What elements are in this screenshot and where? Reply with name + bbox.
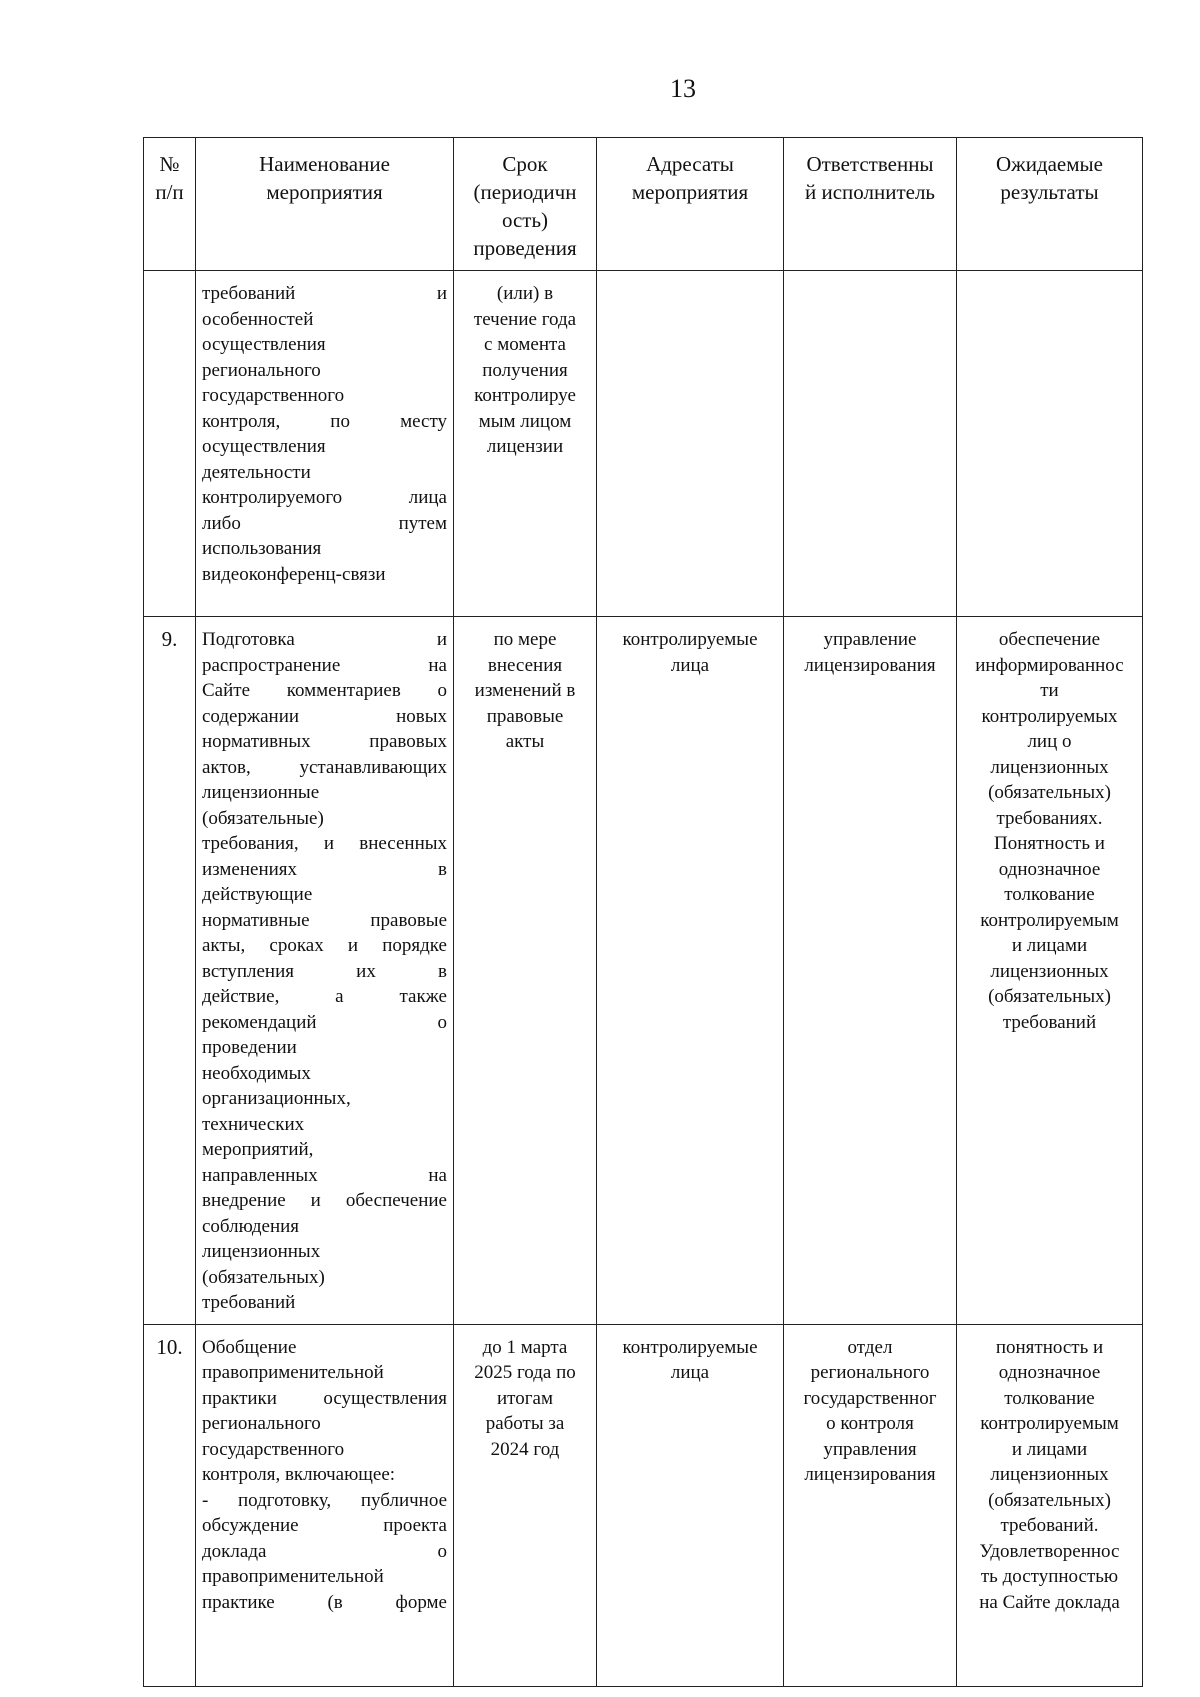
activity-name-line: использования [202,538,322,559]
activity-name-line: практики осуществления [202,1387,447,1409]
activity-name-line: правоприменительной [202,1566,384,1587]
activity-name-line: внедрение и обеспечение [202,1190,447,1211]
term-cell: до 1 марта 2025 года по итогам работы за 2024 год [454,1324,597,1686]
header-addressees: Адресаты мероприятия [597,138,784,271]
activity-name-line: содержании новых [202,705,447,727]
activity-name-line: нормативных правовых [202,731,447,752]
activity-name-line: государственного [202,1438,345,1460]
activity-name-line: особенностей [202,308,314,330]
activity-name-line: вступления их в [202,960,447,982]
table-body [144,271,1143,1687]
table-header-row [144,138,1143,271]
activity-name-line: лицензионные [202,782,320,803]
activity-name-line: контролируемого лица [202,487,447,508]
activity-name-line: распространение на [202,654,447,676]
activity-name-line: Подготовка и [202,629,447,650]
activity-name-line: действующие [202,884,313,905]
header-name: Наименование мероприятия [196,138,454,271]
activity-name-line: Обобщение [202,1336,297,1358]
activity-name-line: деятельности [202,461,311,483]
activity-name-line: действие, а также [202,986,447,1007]
activity-name-line: необходимых [202,1062,311,1084]
header-responsible: Ответственны й исполнитель [784,138,957,271]
activity-name-line: осуществления [202,436,326,457]
activity-name-line: направленных на [202,1164,447,1186]
activity-name-line: государственного [202,385,345,406]
activity-name-line: проведении [202,1037,297,1058]
table-row [144,271,1143,617]
activity-name-line: осуществления [202,334,326,355]
activity-name-line: доклада о [202,1540,447,1562]
activity-name-line: контроля, включающее: [202,1464,396,1485]
activity-name-line: рекомендаций о [202,1011,447,1033]
activity-name-line: требования, и внесенных [202,833,447,854]
activity-name-line: технических [202,1113,305,1135]
row-number: 9. [144,617,196,1325]
header-number: № п/п [144,138,196,271]
term-cell: (или) в течение года с момента получения контролируе мым лицом лицензии [454,271,597,617]
addressees-cell: контролируемые лица [597,617,784,1325]
header-results: Ожидаемые результаты [957,138,1143,271]
plan-table [143,137,1143,1687]
activity-name-line: регионального [202,1413,321,1434]
table-row [144,1324,1143,1686]
activity-name-line: регионального [202,359,321,381]
activity-name-line: требований [202,1292,296,1313]
results-cell: обеспечение информированнос ти контролируемых лиц о лицензионных (обязательных) требованиях. Понятность и однозначное толкование контролируемым и лицами лицензионных (обязательных) требований [957,617,1143,1325]
results-cell: понятность и однозначное толкование контролируемым и лицами лицензионных (обязательных) требований. Удовлетвореннос ть доступностью на Сайте доклада [957,1324,1143,1686]
addressees-cell [597,271,784,617]
activity-name [196,271,454,617]
responsible-cell: управление лицензирования [784,617,957,1325]
activity-name-line: соблюдения [202,1215,300,1237]
activity-name-line: правоприменительной [202,1362,384,1383]
activity-name-line: актов, устанавливающих [202,756,447,778]
activity-name-line: мероприятий, [202,1139,314,1160]
activity-name-line: видеоконференц-связи [202,563,386,585]
header-term: Срок (периодичн ость) проведения [454,138,597,271]
addressees-cell: контролируемые лица [597,1324,784,1686]
activity-name-line: организационных, [202,1088,351,1109]
term-cell: по мере внесения изменений в правовые акты [454,617,597,1325]
activity-name-line: изменениях в [202,858,447,880]
activity-name-line: (обязательные) [202,807,324,829]
activity-name-line: (обязательных) [202,1266,325,1288]
activity-name-line: требований и [202,283,447,304]
activity-name-line: нормативные правовые [202,909,447,931]
activity-name-line: Сайте комментариев о [202,680,447,701]
table-row [144,617,1143,1325]
activity-name-line: лицензионных [202,1241,321,1262]
responsible-cell [784,271,957,617]
activity-name-line: акты, сроках и порядке [202,935,447,956]
page-number: 13 [670,74,696,103]
activity-name-line: либо путем [202,512,447,534]
row-number [144,271,196,617]
activity-name-line: практике (в форме [202,1591,447,1613]
row-number: 10. [144,1324,196,1686]
activity-name [196,1324,454,1686]
results-cell [957,271,1143,617]
activity-name [196,617,454,1325]
responsible-cell: отдел регионального государственног о контроля управления лицензирования [784,1324,957,1686]
activity-name-line: обсуждение проекта [202,1515,447,1536]
activity-name-line: контроля, по месту [202,410,447,432]
activity-name-line: - подготовку, публичное [202,1489,447,1511]
